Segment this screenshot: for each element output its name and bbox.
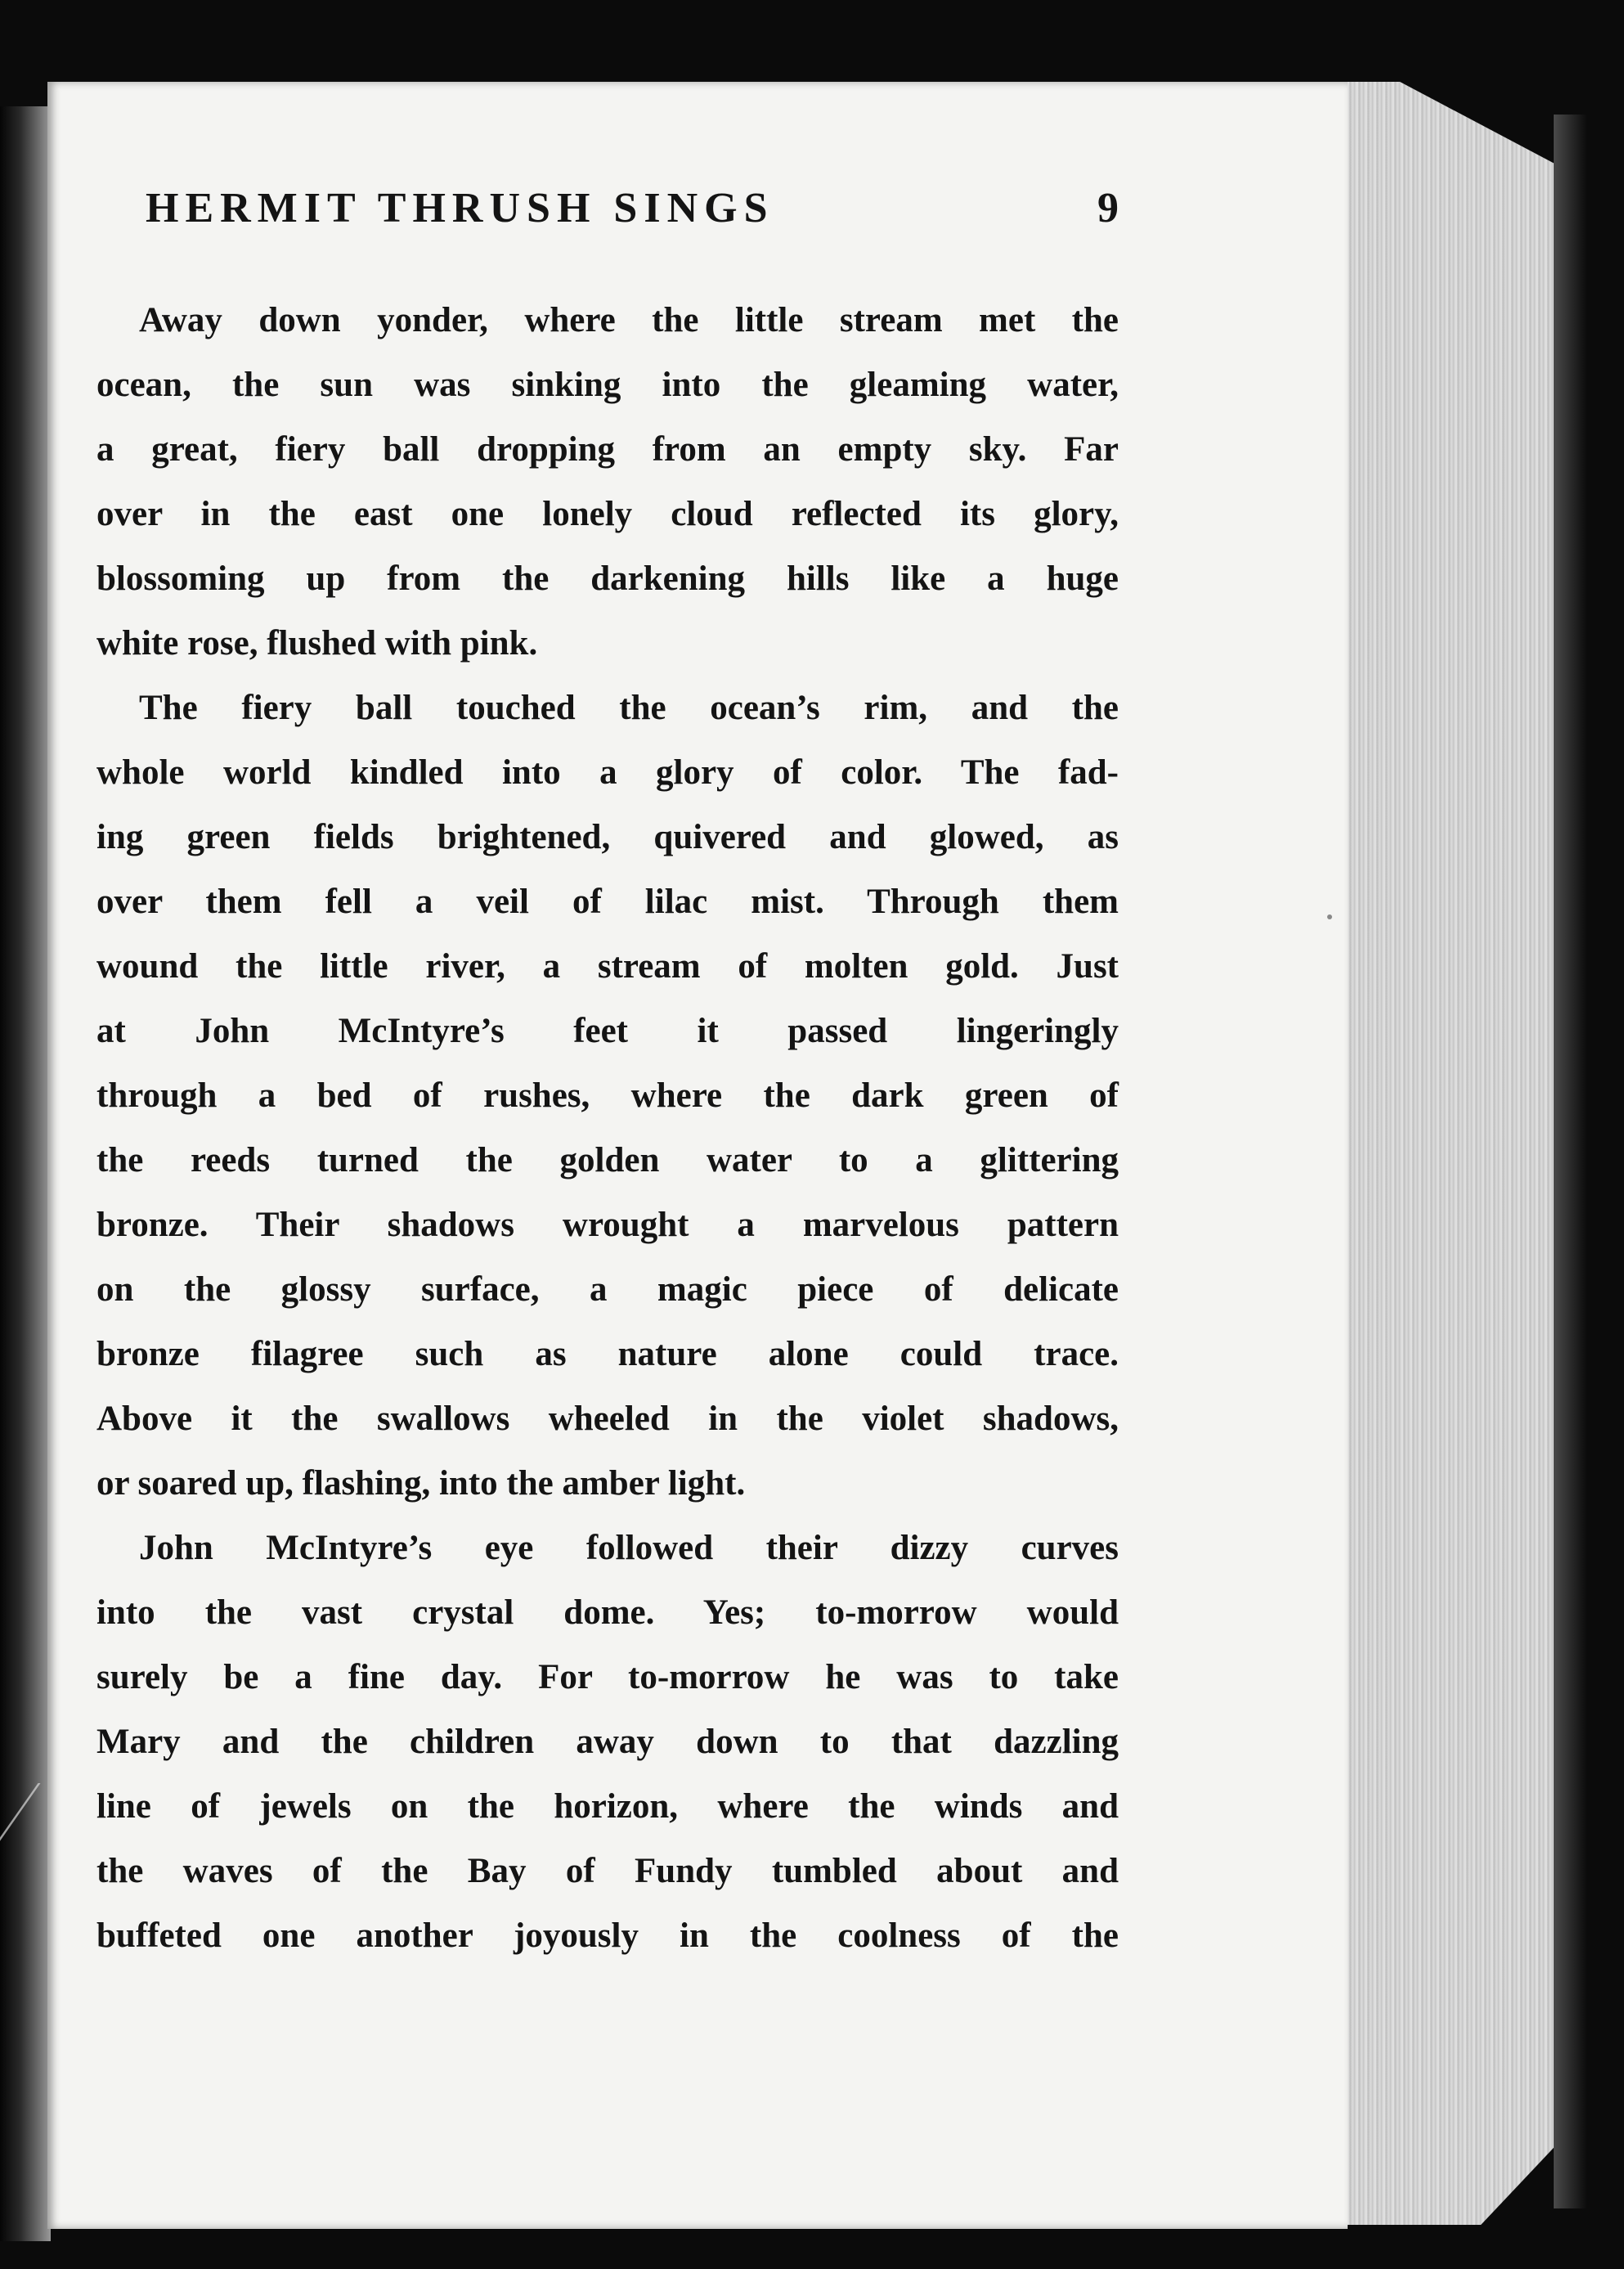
text-line: buffeted one another joyously in the coolness of the <box>96 1916 1119 1955</box>
text-line: over them fell a veil of lilac mist. Through them <box>96 883 1119 921</box>
book-binding-edge <box>0 106 51 2241</box>
text-line: whole world kindled into a glory of color. The fad- <box>96 753 1119 792</box>
text-line: surely be a fine day. For to-morrow he was to take <box>96 1658 1119 1696</box>
text-line: Above it the swallows wheeled in the violet shadows, <box>96 1400 1119 1438</box>
page-header <box>146 184 1119 249</box>
paragraph <box>96 1516 1119 1968</box>
page-edge-shadow <box>1554 115 1586 2208</box>
text-line: white rose, flushed with pink. <box>96 624 538 663</box>
paragraph <box>96 676 1119 1516</box>
body-text <box>96 288 1119 1968</box>
running-title: HERMIT THRUSH SINGS <box>146 185 774 231</box>
paragraph <box>96 288 1119 676</box>
text-line: the waves of the Bay of Fundy tumbled about and <box>96 1852 1119 1890</box>
paper-speck <box>1327 914 1332 919</box>
text-line: at John McIntyre’s feet it passed lingeringly <box>96 1012 1119 1050</box>
text-line: wound the little river, a stream of molten gold. Just <box>96 947 1119 986</box>
text-line: John McIntyre’s eye followed their dizzy curves <box>139 1529 1119 1567</box>
text-line: line of jewels on the horizon, where the winds and <box>96 1787 1119 1826</box>
text-line: through a bed of rushes, where the dark green of <box>96 1076 1119 1115</box>
text-line: or soared up, flashing, into the amber light. <box>96 1464 746 1503</box>
text-line: bronze. Their shadows wrought a marvelous pattern <box>96 1206 1119 1244</box>
text-line: over in the east one lonely cloud reflected its glory, <box>96 495 1119 533</box>
text-line: into the vast crystal dome. Yes; to-morrow would <box>96 1593 1119 1632</box>
text-line: bronze filagree such as nature alone could trace. <box>96 1335 1119 1373</box>
text-line: Away down yonder, where the little stream met the <box>139 301 1119 339</box>
text-line: ocean, the sun was sinking into the gleaming water, <box>96 366 1119 404</box>
text-line: the reeds turned the golden water to a glittering <box>96 1141 1119 1179</box>
text-line: Mary and the children away down to that dazzling <box>96 1723 1119 1761</box>
text-line: The fiery ball touched the ocean’s rim, and the <box>139 689 1119 727</box>
text-line: a great, fiery ball dropping from an empty sky. Far <box>96 430 1119 469</box>
text-line: ing green fields brightened, quivered and glowed, as <box>96 818 1119 856</box>
text-line: on the glossy surface, a magic piece of delicate <box>96 1270 1119 1309</box>
text-line: blossoming up from the darkening hills like a huge <box>96 559 1119 598</box>
page-number: 9 <box>1097 185 1119 231</box>
